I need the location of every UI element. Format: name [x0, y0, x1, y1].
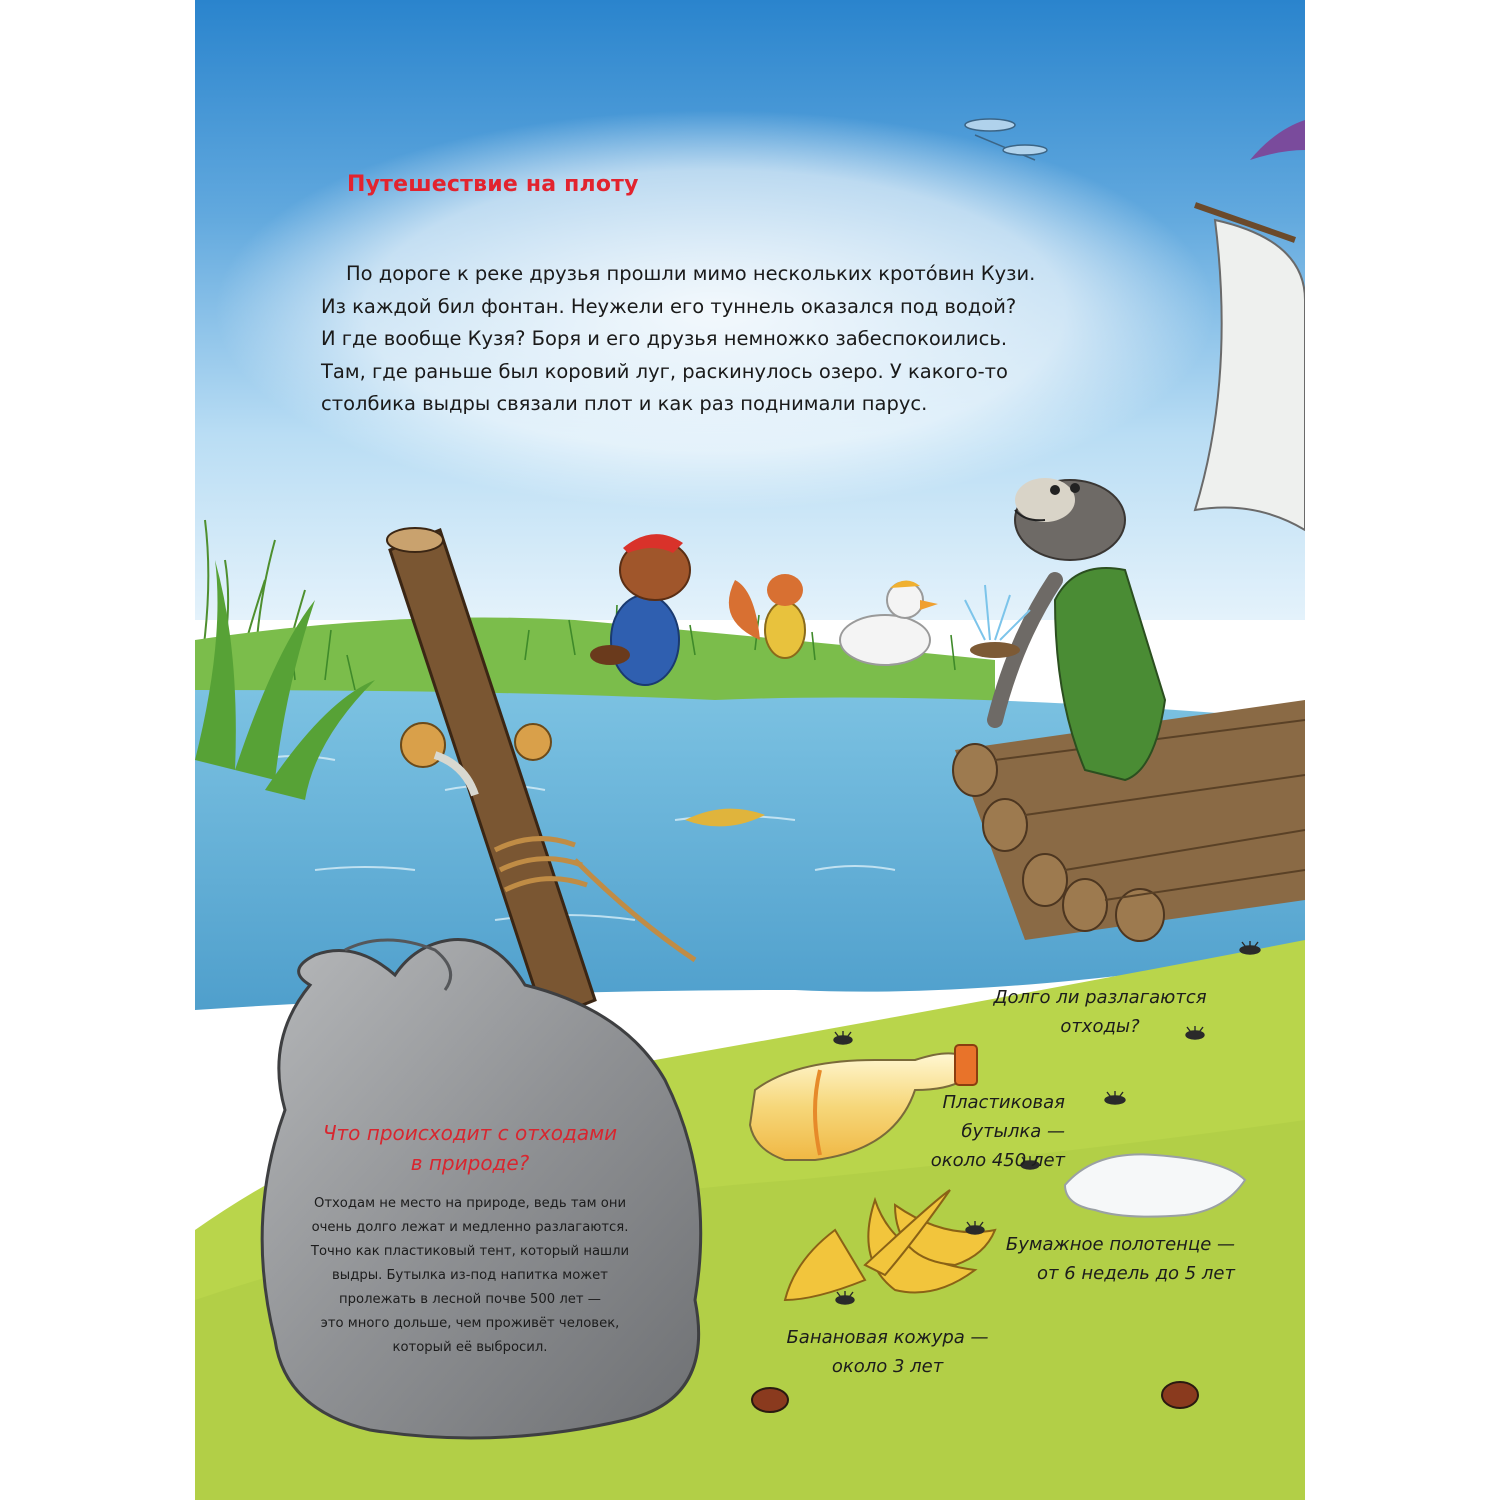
towel-label-line: Бумажное полотенце —: [1005, 1234, 1235, 1255]
garbage-bag-icon: [262, 940, 701, 1438]
story-line: Из каждой бил фонтан. Неужели его туннель оказался под водой?: [321, 294, 1017, 318]
bag-title-line: в природе?: [410, 1151, 530, 1175]
question-line: Долго ли разлагаются: [993, 987, 1207, 1008]
bottle-label-line: около 450 лет: [930, 1150, 1065, 1171]
story-line: Там, где раньше был коровий луг, раскинулось озеро. У какого-то: [321, 359, 1008, 383]
bottle-label-line: бутылка —: [961, 1121, 1065, 1142]
bag-text-line: это много дольше, чем проживёт человек,: [320, 1316, 620, 1331]
decomposition-question: [975, 983, 1225, 1041]
book-page: [195, 0, 1305, 1500]
bottle-label-line: Пластиковая: [942, 1092, 1065, 1113]
story-paragraph: [321, 258, 1181, 421]
towel-label: [1000, 1230, 1235, 1288]
bag-title: [305, 1118, 635, 1178]
banana-label: [780, 1323, 995, 1381]
story-line: По дороге к реке друзья прошли мимо нескольких крото́вин Кузи.: [346, 262, 1036, 285]
bag-info-text: [303, 1192, 637, 1360]
question-line: отходы?: [1060, 1016, 1140, 1037]
bag-text-line: Отходам не место на природе, ведь там они: [313, 1196, 627, 1211]
story-line: И где вообще Кузя? Боря и его друзья немножко забеспокоились.: [321, 327, 1008, 350]
bag-text-line: пролежать в лесной почве 500 лет —: [339, 1292, 601, 1307]
bottle-label: [835, 1088, 1065, 1175]
towel-label-line: от 6 недель до 5 лет: [1036, 1263, 1235, 1284]
bag-text-line: очень долго лежат и медленно разлагаются.: [311, 1220, 629, 1235]
story-title: Путешествие на плоту: [347, 172, 639, 197]
story-line: столбика выдры связали плот и как раз поднимали парус.: [321, 392, 928, 415]
banana-label-line: около 3 лет: [831, 1356, 944, 1377]
bag-title-line: Что происходит с отходами: [322, 1121, 618, 1145]
bag-text-line: выдры. Бутылка из-под напитка может: [332, 1268, 608, 1283]
bag-text-line: Точно как пластиковый тент, который нашли: [310, 1244, 630, 1259]
bag-text-line: который её выбросил.: [392, 1340, 548, 1355]
banana-label-line: Банановая кожура —: [786, 1327, 989, 1348]
